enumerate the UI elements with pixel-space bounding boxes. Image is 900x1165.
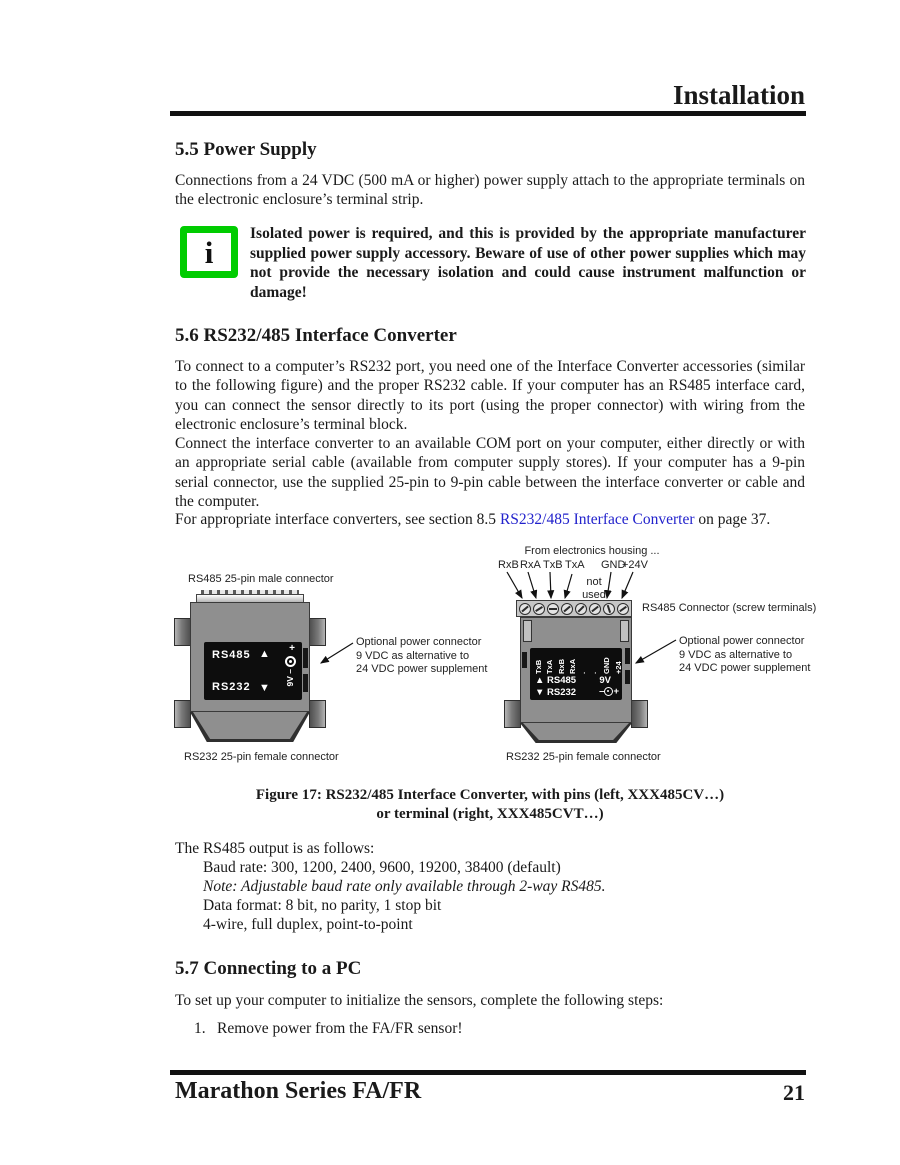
wiring-line: 4-wire, full duplex, point-to-point bbox=[203, 916, 413, 933]
section-5-6-paragraph-2: Connect the interface converter to an available COM port on your computer, either directly or with an appropriate serial cable (available from computer supply stores). If your computer has a 9-pin serial connector, use the supplied 25-pin to 9-pin cable between the interface converter or cable and the computer. bbox=[175, 435, 805, 510]
section-5-6-paragraph-3 bbox=[175, 510, 805, 529]
panel-pin-rxa: RxA bbox=[568, 658, 578, 674]
screw-terminal bbox=[617, 603, 629, 615]
up-triangle-icon: ▲ bbox=[535, 675, 545, 686]
arrow-txb bbox=[550, 572, 551, 598]
rs485-output-intro: The RS485 output is as follows: bbox=[175, 840, 375, 857]
left-connector-skirt bbox=[193, 712, 307, 739]
arrow-rxa bbox=[528, 572, 536, 598]
right-panel-rs485-label: RS485 bbox=[547, 675, 577, 686]
panel-pin-rxb: RxB bbox=[556, 658, 566, 674]
arrow-txa bbox=[565, 574, 572, 598]
step-number: 1. bbox=[194, 1020, 206, 1037]
screw-terminal bbox=[547, 603, 559, 615]
down-triangle-icon: ▼ bbox=[259, 682, 270, 694]
figure-caption-line-1: Figure 17: RS232/485 Interface Converter, with pins (left, XXX485CV…) bbox=[255, 787, 725, 803]
up-triangle-icon: ▲ bbox=[259, 648, 270, 660]
pin-label-txa: TxA bbox=[565, 559, 585, 571]
figure-caption-line-2: or terminal (right, XXX485CVT…) bbox=[376, 806, 604, 822]
section-5-6-paragraph-1: To connect to a computer’s RS232 port, you need one of the Interface Converter accessories (similar to the following figure) and the proper RS232 cable. If your computer has an RS485 interface card, you can connect the sensor directly to its port (using the proper connector) with wiring from the electronic enclosure’s terminal block. bbox=[175, 358, 805, 433]
left-connector-slot bbox=[303, 674, 308, 692]
right-panel-power-symbol bbox=[599, 686, 619, 697]
right-connector-tab bbox=[504, 700, 521, 728]
pin-label-rxb: RxB bbox=[498, 559, 519, 571]
screw-terminal bbox=[519, 603, 531, 615]
cross-reference-pre: For appropriate interface converters, see section 8.5 bbox=[175, 511, 500, 528]
right-connector-slot bbox=[625, 670, 630, 684]
baud-rate-line: Baud rate: 300, 1200, 2400, 9600, 19200, 38400 (default) bbox=[203, 859, 561, 876]
step-text: Remove power from the FA/FR sensor! bbox=[217, 1020, 463, 1037]
screw-terminal bbox=[575, 603, 587, 615]
panel-pin-txb: TxB bbox=[534, 659, 543, 674]
data-format-line: Data format: 8 bit, no parity, 1 stop bit bbox=[203, 897, 442, 914]
screw-terminal bbox=[603, 603, 615, 615]
right-panel-rs485-row bbox=[535, 675, 576, 686]
info-icon-glyph: i bbox=[204, 234, 214, 270]
screw-terminal bbox=[561, 603, 573, 615]
panel-pin-24: +24 bbox=[613, 661, 623, 674]
right-callout-line-2: 9 VDC as alternative to bbox=[679, 648, 793, 661]
pin-label-gnd: GND bbox=[601, 559, 626, 571]
right-connector-clip bbox=[523, 620, 532, 642]
left-callout-line-1: Optional power connector bbox=[356, 636, 482, 648]
arrow-24v bbox=[622, 572, 633, 598]
arrow-rxb bbox=[507, 572, 522, 598]
plus-sign: + bbox=[289, 643, 295, 654]
right-connector-clip bbox=[620, 620, 629, 642]
right-panel-rs232-label: RS232 bbox=[547, 687, 577, 698]
left-connector-tab bbox=[309, 618, 326, 646]
note-text: Isolated power is required, and this is provided by the appropriate manufacturer supplied power supply accessory. Beware of use of other power supplies which may not provide the necessary isolation and could cause instrument malfunction or damage! bbox=[250, 225, 806, 301]
screw-terminal bbox=[589, 603, 601, 615]
left-panel-rs232-label: RS232 bbox=[212, 681, 251, 693]
left-connector-tab bbox=[174, 618, 191, 646]
section-5-5-paragraph: Connections from a 24 VDC (500 mA or higher) power supply attach to the appropriate terminals on the electronic enclosure’s terminal strip. bbox=[175, 172, 805, 209]
right-connector-bottom-label: RS232 25-pin female connector bbox=[506, 751, 661, 763]
panel-pin-dot: · bbox=[579, 671, 589, 674]
cross-reference-post: on page 37. bbox=[694, 511, 771, 528]
info-icon bbox=[180, 226, 238, 278]
arrow-right-callout bbox=[636, 640, 676, 663]
screw-terminal-strip bbox=[516, 600, 632, 617]
screw-terminal bbox=[533, 603, 545, 615]
right-callout bbox=[679, 635, 809, 676]
left-callout-line-2: 9 VDC as alternative to bbox=[356, 649, 470, 662]
baud-rate-note: Note: Adjustable baud rate only available through 2-way RS485. bbox=[203, 878, 606, 895]
footer-page-number: 21 bbox=[783, 1080, 805, 1105]
pin-label-txb: TxB bbox=[543, 559, 563, 571]
left-connector-tab bbox=[309, 700, 326, 728]
right-connector-skirt bbox=[523, 723, 629, 740]
footer-title: Marathon Series FA/FR bbox=[175, 1078, 422, 1104]
left-panel-9v-label: 9V – bbox=[285, 669, 295, 687]
left-connector-bottom-label: RS232 25-pin female connector bbox=[184, 751, 339, 763]
right-connector-slot bbox=[522, 652, 527, 668]
right-panel-9v-label: 9V bbox=[599, 675, 611, 686]
section-5-5-heading: 5.5 Power Supply bbox=[175, 139, 317, 160]
housing-label: From electronics housing ... bbox=[524, 545, 660, 557]
left-panel-rs485-label: RS485 bbox=[212, 649, 251, 661]
right-callout-line-3: 24 VDC power supplement bbox=[679, 662, 811, 674]
right-connector-tab bbox=[631, 700, 648, 728]
minus-sign: – bbox=[599, 686, 605, 697]
rs485-connector-label: RS485 Connector (screw terminals) bbox=[642, 602, 817, 614]
right-connector-label-panel bbox=[530, 648, 622, 700]
down-triangle-icon: ▼ bbox=[535, 687, 545, 698]
right-panel-pin-labels bbox=[534, 651, 623, 674]
left-callout bbox=[356, 636, 486, 677]
panel-pin-dot: · bbox=[590, 671, 600, 674]
left-connector-slot bbox=[303, 648, 308, 668]
not-used-label: not used bbox=[582, 576, 606, 601]
section-5-6-heading: 5.6 RS232/485 Interface Converter bbox=[175, 325, 457, 346]
header-rule bbox=[170, 111, 806, 116]
figure-17 bbox=[170, 540, 860, 785]
footer-rule bbox=[170, 1070, 806, 1075]
power-jack-icon bbox=[285, 656, 296, 667]
cross-reference-link[interactable]: RS232/485 Interface Converter bbox=[499, 511, 695, 528]
left-connector-label-panel bbox=[204, 642, 302, 700]
panel-pin-txa: TxA bbox=[545, 659, 555, 674]
section-5-7-heading: 5.7 Connecting to a PC bbox=[175, 958, 362, 979]
figure-caption bbox=[175, 786, 805, 824]
plus-sign: + bbox=[613, 686, 619, 697]
arrow-left-callout bbox=[321, 643, 353, 663]
right-panel-rs232-row bbox=[535, 687, 576, 698]
section-5-7-paragraph: To set up your computer to initialize the sensors, complete the following steps: bbox=[175, 992, 664, 1009]
right-connector-slot bbox=[625, 648, 630, 664]
left-connector-top-label: RS485 25-pin male connector bbox=[188, 573, 334, 585]
left-connector-tab bbox=[174, 700, 191, 728]
panel-pin-gnd: GND bbox=[602, 657, 612, 674]
right-callout-line-1: Optional power connector bbox=[679, 635, 805, 647]
page-title: Installation bbox=[672, 80, 805, 110]
pin-label-rxa: RxA bbox=[520, 559, 541, 571]
left-callout-line-3: 24 VDC power supplement bbox=[356, 663, 488, 675]
pin-label-24v: +24V bbox=[622, 559, 648, 571]
